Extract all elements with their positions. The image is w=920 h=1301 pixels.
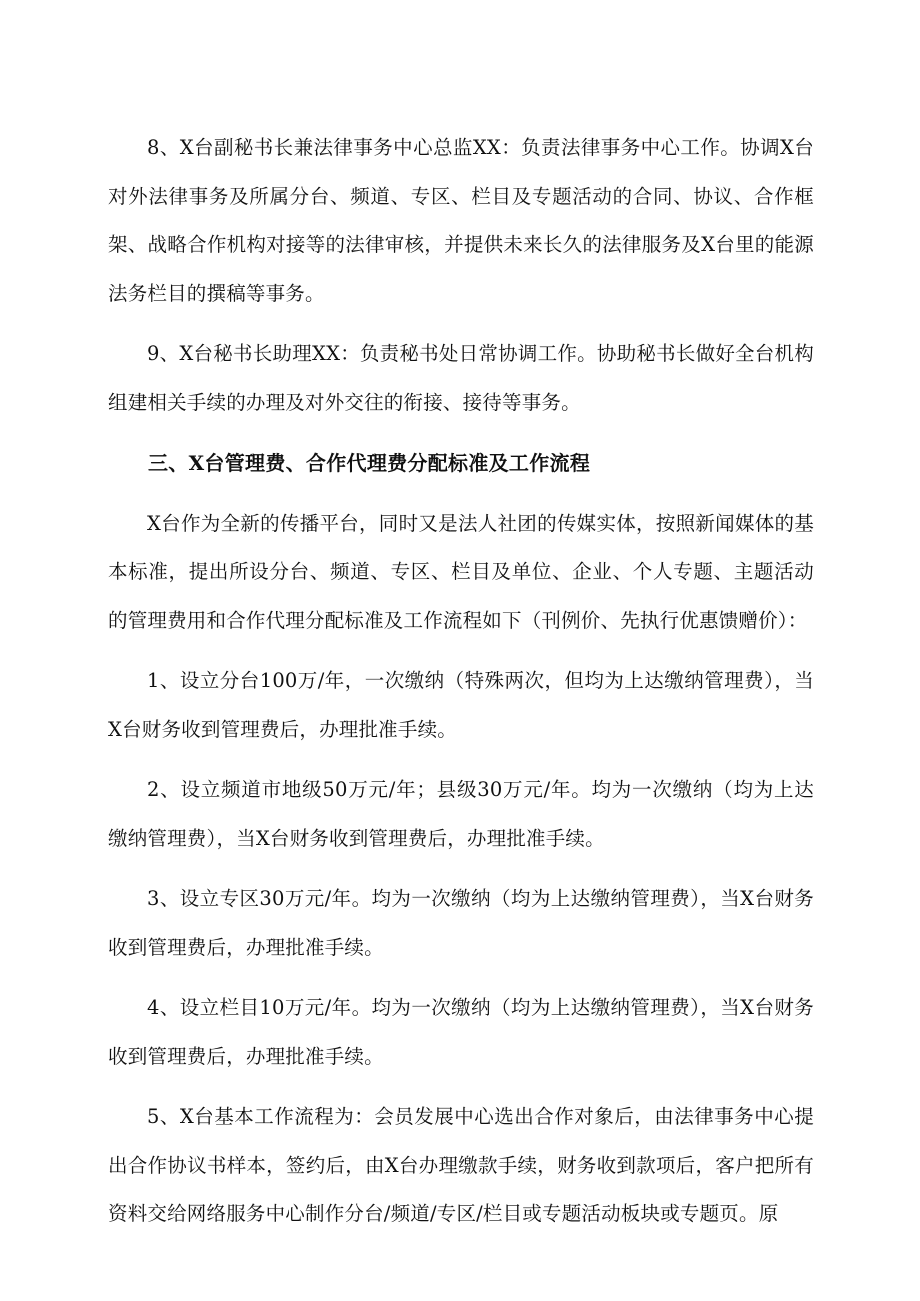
section-heading: 三、X台管理费、合作代理费分配标准及工作流程 [148, 451, 591, 475]
paragraph-item-3: 3、设立专区30万元/年。均为一次缴纳（均为上达缴纳管理费），当X台财务收到管理费后，办理批准手续。 [108, 887, 814, 959]
paragraph-item-4: 4、设立栏目10万元/年。均为一次缴纳（均为上达缴纳管理费），当X台财务收到管理费后，办理批准手续。 [108, 996, 814, 1068]
paragraph-item-9: 9、X台秘书长助理XX：负责秘书处日常协调工作。协助秘书长做好全台机构组建相关手续的办理及对外交往的衔接、接待等事务。 [108, 342, 814, 414]
paragraph-item-2: 2、设立频道市地级50万元/年；县级30万元/年。均为一次缴纳（均为上达缴纳管理费），当X台财务收到管理费后，办理批准手续。 [108, 778, 814, 850]
paragraph-item-1: 1、设立分台100万/年，一次缴纳（特殊两次，但均为上达缴纳管理费），当X台财务收到管理费后，办理批准手续。 [108, 669, 814, 741]
document-body [108, 124, 814, 1239]
paragraph-item-5: 5、X台基本工作流程为：会员发展中心选出合作对象后，由法律事务中心提出合作协议书样本，签约后，由X台办理缴款手续，财务收到款项后，客户把所有资料交给网络服务中心制作分台/频道/专区/栏目或专题活动板块或专题页。原 [108, 1105, 814, 1225]
section-intro-paragraph: X台作为全新的传播平台，同时又是法人社团的传媒实体，按照新闻媒体的基本标准，提出所设分台、频道、专区、栏目及单位、企业、个人专题、主题活动的管理费用和合作代理分配标准及工作流程如下（刊例价、先执行优惠馈赠价）： [108, 511, 814, 632]
paragraph-item-8: 8、X台副秘书长兼法律事务中心总监XX：负责法律事务中心工作。协调X台对外法律事务及所属分台、频道、专区、栏目及专题活动的合同、协议、合作框架、战略合作机构对接等的法律审核，并提供未来长久的法律服务及X台里的能源法务栏目的撰稿等事务。 [108, 136, 814, 305]
